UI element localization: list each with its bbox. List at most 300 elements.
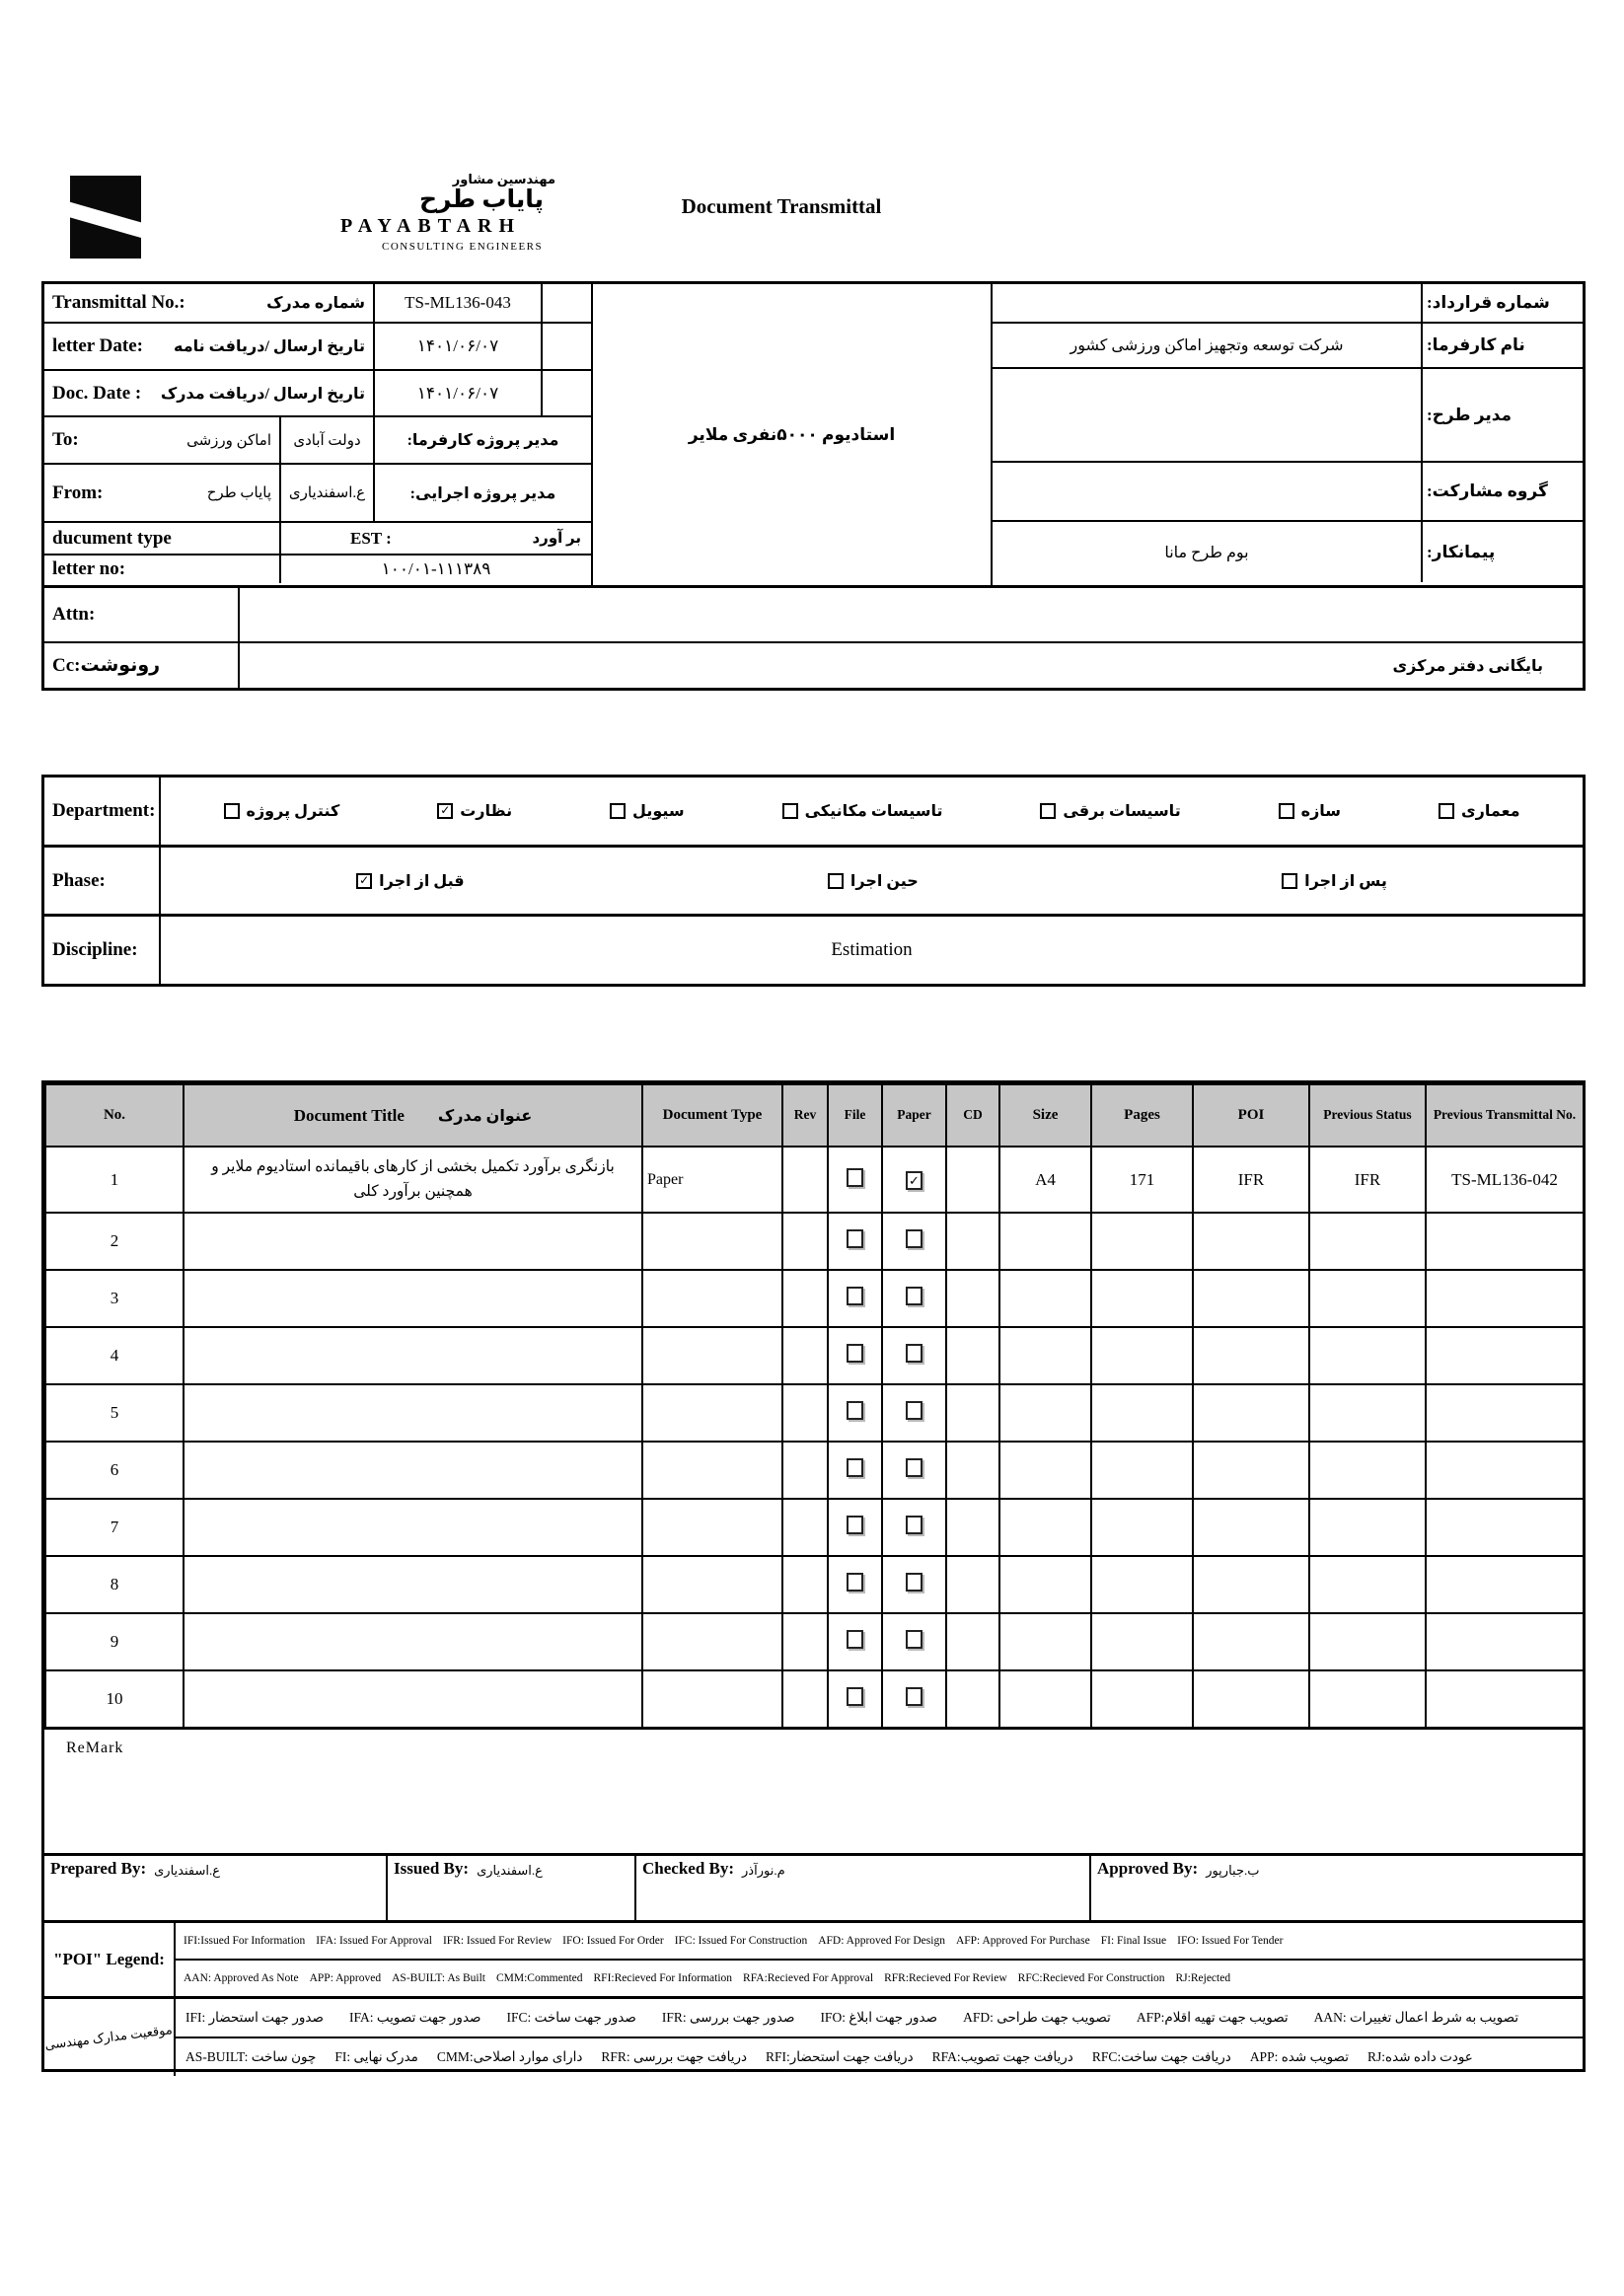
header-size: Size bbox=[999, 1084, 1091, 1147]
cell-file bbox=[828, 1442, 882, 1499]
check-item bbox=[1282, 871, 1387, 891]
cell-pages bbox=[1091, 1213, 1193, 1270]
header-title-en: Document Title bbox=[293, 1105, 405, 1125]
design-manager-label: مدیر طرح: bbox=[1427, 405, 1513, 424]
transmittal-no-label-en: Transmittal No.: bbox=[52, 292, 185, 313]
cell-row-number: 1 bbox=[45, 1147, 184, 1213]
cell-cd bbox=[946, 1442, 999, 1499]
page-title: Document Transmittal bbox=[681, 194, 882, 218]
cell-cd bbox=[946, 1613, 999, 1670]
check-item bbox=[610, 801, 685, 821]
legend-entry: IFA: Issued For Approval bbox=[316, 1935, 432, 1947]
table-row bbox=[45, 1613, 1584, 1670]
prepared-by-label: Prepared By: bbox=[50, 1859, 147, 1878]
checkbox[interactable] bbox=[610, 803, 626, 819]
cell-size: A4 bbox=[999, 1147, 1091, 1213]
file-checkbox[interactable] bbox=[847, 1168, 863, 1187]
checkbox[interactable] bbox=[782, 803, 798, 819]
cell-poi bbox=[1193, 1613, 1309, 1670]
cell-previous-transmittal bbox=[1426, 1442, 1584, 1499]
cell-document-type bbox=[642, 1499, 782, 1556]
jv-group-label: گروه مشارکت: bbox=[1427, 481, 1548, 500]
check-item bbox=[356, 871, 464, 891]
cell-size bbox=[999, 1327, 1091, 1384]
cell-rev bbox=[782, 1384, 828, 1442]
issued-by-label: Issued By: bbox=[394, 1859, 470, 1878]
legend-entry: APP: Approved bbox=[309, 1972, 382, 1984]
client-name-value: شرکت توسعه وتجهیز اماکن ورزشی کشور bbox=[1070, 337, 1344, 354]
cell-previous-transmittal: TS-ML136-042 bbox=[1426, 1147, 1584, 1213]
cell-document-type bbox=[642, 1442, 782, 1499]
paper-checkbox[interactable] bbox=[906, 1401, 923, 1420]
table-row bbox=[45, 1384, 1584, 1442]
cell-previous-transmittal bbox=[1426, 1670, 1584, 1728]
cell-pages bbox=[1091, 1613, 1193, 1670]
poi-legend-line1 bbox=[176, 1923, 1583, 1961]
checkbox[interactable]: ✓ bbox=[437, 803, 453, 819]
cell-document-type bbox=[642, 1270, 782, 1327]
cell-previous-status bbox=[1309, 1556, 1426, 1613]
contractor-value: بوم طرح مانا bbox=[1164, 544, 1249, 561]
cell-document-type: Paper bbox=[642, 1147, 782, 1213]
cell-previous-status bbox=[1309, 1384, 1426, 1442]
legend-entry: AAN: Approved As Note bbox=[184, 1972, 299, 1984]
table-row bbox=[45, 1499, 1584, 1556]
checkbox-label: تاسیسات مکانیکی bbox=[804, 802, 943, 820]
document-type-row bbox=[44, 523, 591, 555]
transmittal-no-value: TS-ML136-043 bbox=[405, 293, 511, 312]
cell-file bbox=[828, 1147, 882, 1213]
legend-entry: RFC:Recieved For Construction bbox=[1017, 1972, 1165, 1984]
checkbox[interactable] bbox=[224, 803, 240, 819]
cell-previous-transmittal bbox=[1426, 1270, 1584, 1327]
legend-entry: AS-BUILT: چون ساخت bbox=[185, 2049, 317, 2064]
checkbox-label: معماری bbox=[1460, 802, 1520, 820]
design-manager-row bbox=[993, 369, 1583, 463]
paper-checkbox[interactable] bbox=[906, 1573, 923, 1592]
cell-previous-status bbox=[1309, 1442, 1426, 1499]
approved-by-label: Approved By: bbox=[1097, 1859, 1199, 1878]
doc-date-row bbox=[44, 371, 591, 417]
cell-document-title bbox=[184, 1384, 642, 1442]
poi-legend-line2 bbox=[176, 1961, 1583, 1996]
contractor-row bbox=[993, 522, 1583, 582]
cell-poi bbox=[1193, 1670, 1309, 1728]
cell-row-number: 4 bbox=[45, 1327, 184, 1384]
transmittal-info-table bbox=[41, 281, 1586, 691]
cell-row-number: 3 bbox=[45, 1270, 184, 1327]
cell-rev bbox=[782, 1270, 828, 1327]
table-row bbox=[45, 1147, 1584, 1213]
legend-entry: RFA:Recieved For Approval bbox=[743, 1972, 874, 1984]
cell-paper bbox=[882, 1613, 946, 1670]
legend-entry: IFI: صدور جهت استحضار bbox=[185, 2010, 324, 2025]
paper-checkbox[interactable] bbox=[906, 1458, 923, 1477]
cell-rev bbox=[782, 1327, 828, 1384]
cell-previous-transmittal bbox=[1426, 1213, 1584, 1270]
cell-previous-transmittal bbox=[1426, 1499, 1584, 1556]
cell-previous-transmittal bbox=[1426, 1327, 1584, 1384]
check-item bbox=[1040, 801, 1180, 821]
cell-previous-status bbox=[1309, 1327, 1426, 1384]
check-item bbox=[1279, 801, 1341, 821]
file-checkbox[interactable] bbox=[847, 1458, 863, 1477]
checkbox-label: حین اجرا bbox=[849, 872, 919, 890]
document-type-value-fa: بر آورد bbox=[532, 531, 581, 547]
check-item bbox=[828, 871, 919, 891]
cell-paper bbox=[882, 1384, 946, 1442]
cell-previous-status bbox=[1309, 1613, 1426, 1670]
file-checkbox[interactable] bbox=[847, 1344, 863, 1363]
cell-previous-status bbox=[1309, 1270, 1426, 1327]
legend-entry: RFI:دریافت جهت استحضار bbox=[766, 2049, 914, 2064]
cell-document-type bbox=[642, 1613, 782, 1670]
header-prev-status: Previous Status bbox=[1309, 1084, 1426, 1147]
paper-checkbox[interactable] bbox=[906, 1630, 923, 1649]
client-pm-label: مدیر پروژه کارفرما: bbox=[406, 432, 559, 449]
header-rev: Rev bbox=[782, 1084, 828, 1147]
cell-size bbox=[999, 1613, 1091, 1670]
checkbox[interactable] bbox=[1282, 873, 1297, 889]
legend-entry: AFP: Approved For Purchase bbox=[955, 1935, 1090, 1947]
cell-file bbox=[828, 1270, 882, 1327]
attn-value-cell bbox=[240, 588, 1583, 641]
approved-by-name: ب.جبارپور bbox=[1206, 1863, 1260, 1878]
project-name: استادیوم ۵۰۰۰نفری ملایر bbox=[688, 424, 896, 444]
cell-pages bbox=[1091, 1499, 1193, 1556]
legend-entry: AAN: تصویب به شرط اعمال تغییرات bbox=[1313, 2010, 1519, 2025]
paper-checkbox[interactable] bbox=[906, 1229, 923, 1248]
checked-by-label: Checked By: bbox=[642, 1859, 735, 1878]
letter-date-value: ۱۴۰۱/۰۶/۰۷ bbox=[416, 336, 499, 355]
paper-checkbox[interactable]: ✓ bbox=[906, 1171, 923, 1190]
cell-pages bbox=[1091, 1270, 1193, 1327]
contract-no-label: شماره قرارداد: bbox=[1427, 293, 1550, 312]
header-doc-type: Document Type bbox=[642, 1084, 782, 1147]
check-item bbox=[1439, 801, 1520, 821]
table-row bbox=[45, 1213, 1584, 1270]
cell-size bbox=[999, 1270, 1091, 1327]
cell-row-number: 5 bbox=[45, 1384, 184, 1442]
cell-paper bbox=[882, 1670, 946, 1728]
checkbox-label: قبل از اجرا bbox=[379, 872, 465, 890]
legend-entry: AFP:تصویب جهت تهیه اقلام bbox=[1136, 2010, 1289, 2025]
legend-entry: CMM:دارای موارد اصلاحی bbox=[436, 2049, 583, 2064]
document-type-label: ducument type bbox=[52, 527, 172, 549]
cell-size bbox=[999, 1499, 1091, 1556]
prepared-by-cell bbox=[44, 1856, 388, 1920]
check-item bbox=[782, 801, 943, 821]
cell-pages bbox=[1091, 1327, 1193, 1384]
remark-label: ReMark bbox=[66, 1740, 124, 1756]
cell-row-number: 6 bbox=[45, 1442, 184, 1499]
cell-cd bbox=[946, 1384, 999, 1442]
phase-checklist bbox=[161, 848, 1583, 915]
cell-row-number: 2 bbox=[45, 1213, 184, 1270]
remark-section bbox=[44, 1729, 1583, 1853]
cell-poi bbox=[1193, 1270, 1309, 1327]
letter-date-row bbox=[44, 324, 591, 371]
check-item bbox=[224, 801, 340, 821]
legend-entry: FI: مدرک نهایی bbox=[334, 2049, 418, 2064]
discipline-label: Discipline: bbox=[52, 939, 138, 961]
cell-pages bbox=[1091, 1442, 1193, 1499]
legend-entry: CMM:Commented bbox=[495, 1972, 583, 1984]
cell-poi bbox=[1193, 1384, 1309, 1442]
cell-document-title bbox=[184, 1670, 642, 1728]
from-row bbox=[44, 465, 591, 523]
from-value: پایاب طرح bbox=[206, 485, 271, 501]
cell-file bbox=[828, 1499, 882, 1556]
department-label: Department: bbox=[52, 799, 156, 821]
cell-cd bbox=[946, 1499, 999, 1556]
cell-rev bbox=[782, 1213, 828, 1270]
legend-entry: IFO: Issued For Tender bbox=[1177, 1935, 1284, 1947]
file-checkbox[interactable] bbox=[847, 1573, 863, 1592]
cell-cd bbox=[946, 1213, 999, 1270]
cell-document-type bbox=[642, 1556, 782, 1613]
cell-file bbox=[828, 1613, 882, 1670]
to-label: To: bbox=[52, 429, 79, 450]
documents-table-block bbox=[41, 1080, 1586, 2072]
company-logo bbox=[64, 170, 577, 268]
checkbox[interactable] bbox=[828, 873, 844, 889]
logo-en-tagline: CONSULTING ENGINEERS bbox=[382, 241, 544, 254]
cc-value: بایگانی دفتر مرکزی bbox=[1392, 657, 1543, 675]
table-row bbox=[45, 1670, 1584, 1728]
attn-row bbox=[44, 588, 1583, 643]
checkbox-label: کنترل پروژه bbox=[246, 802, 340, 820]
cell-previous-transmittal bbox=[1426, 1384, 1584, 1442]
cell-document-type bbox=[642, 1384, 782, 1442]
legend-entry: AFD: Approved For Design bbox=[818, 1935, 945, 1947]
cell-cd bbox=[946, 1147, 999, 1213]
discipline-value: Estimation bbox=[831, 939, 913, 961]
header-title-fa: عنوان مدرک bbox=[437, 1107, 533, 1125]
cell-previous-status bbox=[1309, 1499, 1426, 1556]
cell-previous-status bbox=[1309, 1213, 1426, 1270]
letter-no-value: ۱۰۰/۰۱-۱۱۱۳۸۹ bbox=[381, 559, 491, 578]
transmittal-no-label-fa: شماره مدرک bbox=[266, 295, 365, 312]
cell-document-title bbox=[184, 1499, 642, 1556]
fa-legend-section bbox=[44, 1996, 1583, 2076]
to-value: اماکن ورزشی bbox=[186, 432, 271, 449]
checkbox[interactable] bbox=[1040, 803, 1056, 819]
contract-no-row bbox=[993, 284, 1583, 324]
cell-paper bbox=[882, 1213, 946, 1270]
cell-size bbox=[999, 1384, 1091, 1442]
cell-document-title bbox=[184, 1442, 642, 1499]
checked-by-cell bbox=[636, 1856, 1091, 1920]
cell-paper bbox=[882, 1442, 946, 1499]
cell-cd bbox=[946, 1327, 999, 1384]
cell-size bbox=[999, 1556, 1091, 1613]
file-checkbox[interactable] bbox=[847, 1287, 863, 1305]
header-title bbox=[184, 1084, 642, 1147]
table-row bbox=[45, 1270, 1584, 1327]
doc-date-value: ۱۴۰۱/۰۶/۰۷ bbox=[416, 383, 499, 403]
to-row bbox=[44, 417, 591, 465]
legend-entry: FI: Final Issue bbox=[1100, 1935, 1167, 1947]
transmittal-right-grid bbox=[993, 284, 1583, 585]
check-item bbox=[437, 801, 512, 821]
cell-previous-transmittal bbox=[1426, 1613, 1584, 1670]
cell-document-title: بازنگری برآورد تکمیل بخشی از کارهای باقیمانده استادیوم ملایر و همچنین برآورد کلی bbox=[184, 1147, 642, 1213]
documents-header-row bbox=[45, 1084, 1584, 1147]
poi-legend-section bbox=[44, 1920, 1583, 1996]
legend-entry: IFC: صدور جهت ساخت bbox=[506, 2010, 636, 2025]
table-row bbox=[45, 1327, 1584, 1384]
checkbox-label: پس از اجرا bbox=[1304, 872, 1387, 890]
cell-rev bbox=[782, 1613, 828, 1670]
checked-by-name: م.نورآذر bbox=[742, 1863, 785, 1878]
checkbox[interactable] bbox=[1439, 803, 1454, 819]
table-row bbox=[45, 1556, 1584, 1613]
doc-date-label-fa: تاریخ ارسال /دریافت مدرک bbox=[160, 385, 365, 403]
letter-date-label-fa: تاریخ ارسال /دریافت نامه bbox=[173, 338, 365, 355]
doc-date-label-en: Doc. Date : bbox=[52, 382, 142, 404]
jv-group-row bbox=[993, 463, 1583, 522]
cell-size bbox=[999, 1442, 1091, 1499]
checkbox[interactable] bbox=[1279, 803, 1294, 819]
to-person: دولت آبادی bbox=[293, 432, 361, 449]
contractor-label: پیمانکار: bbox=[1427, 542, 1496, 561]
cell-rev bbox=[782, 1499, 828, 1556]
file-checkbox[interactable] bbox=[847, 1687, 863, 1706]
phase-label: Phase: bbox=[52, 869, 106, 891]
logo-en-name: PAYABTARH bbox=[340, 215, 522, 238]
cell-previous-status bbox=[1309, 1670, 1426, 1728]
cell-cd bbox=[946, 1270, 999, 1327]
cell-rev bbox=[782, 1670, 828, 1728]
fa-legend-line2 bbox=[176, 2038, 1583, 2076]
checkbox-label: تاسیسات برقی bbox=[1063, 802, 1181, 820]
cell-rev bbox=[782, 1442, 828, 1499]
table-row bbox=[45, 1442, 1584, 1499]
cell-document-title bbox=[184, 1213, 642, 1270]
cell-poi: IFR bbox=[1193, 1147, 1309, 1213]
documents-table bbox=[44, 1083, 1585, 1729]
client-name-label: نام کارفرما: bbox=[1427, 335, 1525, 354]
checkbox[interactable]: ✓ bbox=[356, 873, 372, 889]
logo-fa-tagline: مهندسین مشاور bbox=[452, 172, 555, 186]
department-row bbox=[44, 778, 1583, 848]
header-pages: Pages bbox=[1091, 1084, 1193, 1147]
file-checkbox[interactable] bbox=[847, 1229, 863, 1248]
cell-file bbox=[828, 1556, 882, 1613]
cell-size bbox=[999, 1213, 1091, 1270]
file-checkbox[interactable] bbox=[847, 1630, 863, 1649]
letter-date-label-en: letter Date: bbox=[52, 335, 143, 356]
cell-file bbox=[828, 1327, 882, 1384]
cell-poi bbox=[1193, 1556, 1309, 1613]
poi-legend-label: "POI" Legend: bbox=[53, 1950, 165, 1968]
cell-pages bbox=[1091, 1670, 1193, 1728]
document-type-value-en: EST : bbox=[350, 528, 392, 548]
paper-checkbox[interactable] bbox=[906, 1287, 923, 1305]
legend-entry: IFR: صدور جهت بررسی bbox=[661, 2010, 795, 2025]
cell-paper bbox=[882, 1327, 946, 1384]
legend-entry: IFO: صدور جهت ابلاغ bbox=[820, 2010, 938, 2025]
cell-paper bbox=[882, 1499, 946, 1556]
file-checkbox[interactable] bbox=[847, 1516, 863, 1534]
cell-poi bbox=[1193, 1213, 1309, 1270]
cell-rev bbox=[782, 1147, 828, 1213]
legend-entry: IFI:Issued For Information bbox=[184, 1935, 306, 1947]
cell-cd bbox=[946, 1556, 999, 1613]
cell-paper bbox=[882, 1556, 946, 1613]
cell-previous-transmittal bbox=[1426, 1556, 1584, 1613]
legend-entry: APP: تصویب شده bbox=[1249, 2049, 1350, 2064]
fa-legend-line1 bbox=[176, 1999, 1583, 2038]
cell-pages bbox=[1091, 1556, 1193, 1613]
cell-document-type bbox=[642, 1327, 782, 1384]
checkbox-label: نظارت bbox=[460, 802, 513, 820]
file-checkbox[interactable] bbox=[847, 1401, 863, 1420]
cell-file bbox=[828, 1670, 882, 1728]
cell-poi bbox=[1193, 1327, 1309, 1384]
header-cd: CD bbox=[946, 1084, 999, 1147]
cell-document-type bbox=[642, 1213, 782, 1270]
attn-label: Attn: bbox=[52, 604, 96, 625]
cell-document-type bbox=[642, 1670, 782, 1728]
cell-pages bbox=[1091, 1384, 1193, 1442]
header-poi: POI bbox=[1193, 1084, 1309, 1147]
header-paper: Paper bbox=[882, 1084, 946, 1147]
cell-file bbox=[828, 1384, 882, 1442]
letter-no-row bbox=[44, 555, 591, 583]
cell-file bbox=[828, 1213, 882, 1270]
cell-document-title bbox=[184, 1327, 642, 1384]
cell-row-number: 8 bbox=[45, 1556, 184, 1613]
cell-pages: 171 bbox=[1091, 1147, 1193, 1213]
legend-entry: RFA:دریافت جهت تصویب bbox=[931, 2049, 1073, 2064]
cell-poi bbox=[1193, 1499, 1309, 1556]
paper-checkbox[interactable] bbox=[906, 1687, 923, 1706]
legend-entry: RFC:دریافت جهت ساخت bbox=[1091, 2049, 1231, 2064]
discipline-row bbox=[44, 917, 1583, 984]
cc-row bbox=[44, 643, 1583, 688]
cc-label: Cc:رونوشت bbox=[52, 655, 161, 676]
client-name-row bbox=[993, 324, 1583, 369]
signatures-row bbox=[44, 1853, 1583, 1920]
legend-entry: RFR: دریافت جهت بررسی bbox=[601, 2049, 748, 2064]
legend-entry: IFO: Issued For Order bbox=[562, 1935, 664, 1947]
cell-row-number: 9 bbox=[45, 1613, 184, 1670]
cell-document-title bbox=[184, 1556, 642, 1613]
paper-checkbox[interactable] bbox=[906, 1516, 923, 1534]
cell-paper bbox=[882, 1270, 946, 1327]
paper-checkbox[interactable] bbox=[906, 1344, 923, 1363]
letter-no-label: letter no: bbox=[52, 558, 126, 579]
header-file: File bbox=[828, 1084, 882, 1147]
transmittal-left-grid bbox=[44, 284, 593, 585]
logo-fa-name: پایاب طرح bbox=[418, 186, 544, 213]
prepared-by-name: ع.اسفندیاری bbox=[154, 1863, 220, 1878]
cell-document-title bbox=[184, 1270, 642, 1327]
classification-table bbox=[41, 775, 1586, 987]
legend-entry: IFA: صدور جهت تصویب bbox=[348, 2010, 481, 2025]
exec-pm-label: مدیر پروژه اجرایی: bbox=[409, 484, 556, 502]
issued-by-name: ع.اسفندیاری bbox=[477, 1863, 543, 1878]
legend-entry: RFR:Recieved For Review bbox=[884, 1972, 1007, 1984]
cell-previous-status: IFR bbox=[1309, 1147, 1426, 1213]
legend-entry: RJ:Rejected bbox=[1175, 1972, 1231, 1984]
cell-row-number: 10 bbox=[45, 1670, 184, 1728]
legend-entry: IFR: Issued For Review bbox=[442, 1935, 553, 1947]
legend-entry: RFI:Recieved For Information bbox=[593, 1972, 733, 1984]
project-name-cell bbox=[593, 284, 993, 585]
